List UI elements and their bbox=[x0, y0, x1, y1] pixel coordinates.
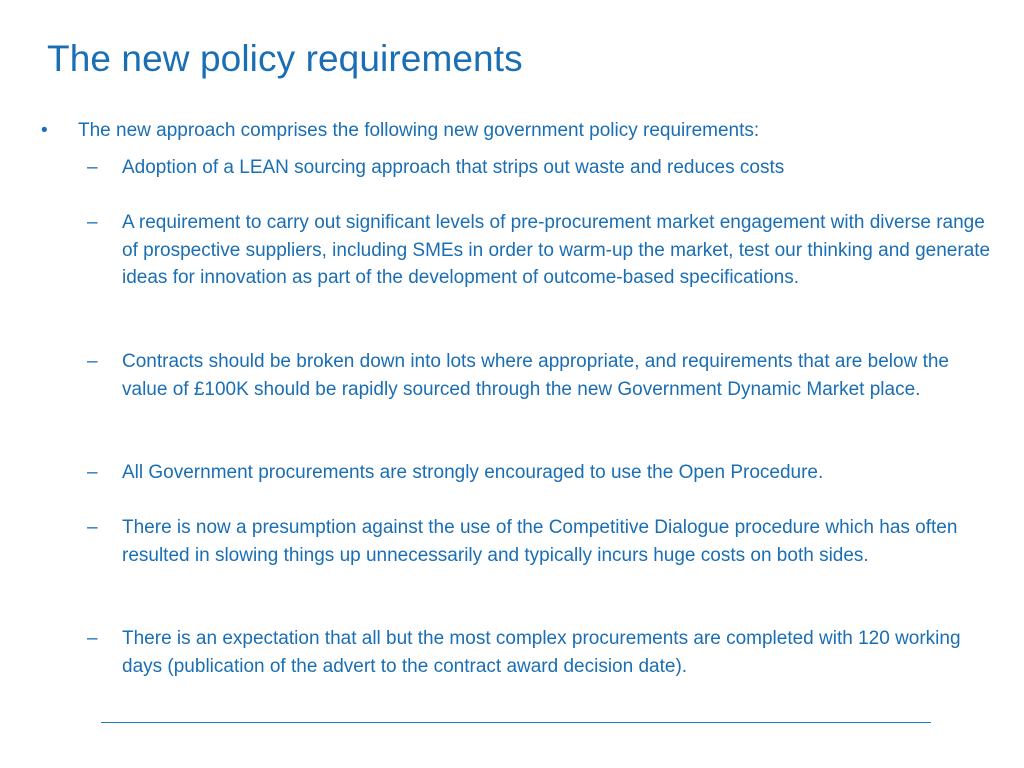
footer-divider bbox=[101, 722, 931, 723]
dash-marker: – bbox=[87, 212, 98, 233]
dash-marker: – bbox=[87, 157, 98, 178]
sub-bullet-text: All Government procurements are strongly encouraged to use the Open Procedure. bbox=[122, 462, 824, 483]
slide-title: The new policy requirements bbox=[47, 38, 523, 79]
sub-bullet-text: Contracts should be broken down into lots where appropriate, and requirements that are below the value of £100K should be rapidly sourced through the new Government Dynamic Market place. bbox=[122, 351, 949, 400]
bullet-marker: • bbox=[41, 120, 48, 141]
dash-marker: – bbox=[87, 351, 98, 372]
sub-bullet-text: There is an expectation that all but the most complex procurements are completed with 120 working days (publication of the advert to the contract award decision date). bbox=[122, 628, 961, 677]
sub-bullet-text: Adoption of a LEAN sourcing approach that strips out waste and reduces costs bbox=[122, 157, 785, 178]
dash-marker: – bbox=[87, 462, 98, 483]
dash-marker: – bbox=[87, 628, 98, 649]
sub-bullet-text: There is now a presumption against the use of the Competitive Dialogue procedure which has often resulted in slowing things up unnecessarily and typically incurs huge costs on both sides. bbox=[122, 517, 958, 566]
main-bullet-text: The new approach comprises the following new government policy requirements: bbox=[78, 120, 760, 141]
sub-bullet-text: A requirement to carry out significant levels of pre-procurement market engagement with diverse range of prospective suppliers, including SMEs in order to warm-up the market, test our thinking and generate ideas for innovation as part of the development of outcome-based specifications. bbox=[122, 212, 991, 288]
dash-marker: – bbox=[87, 517, 98, 538]
